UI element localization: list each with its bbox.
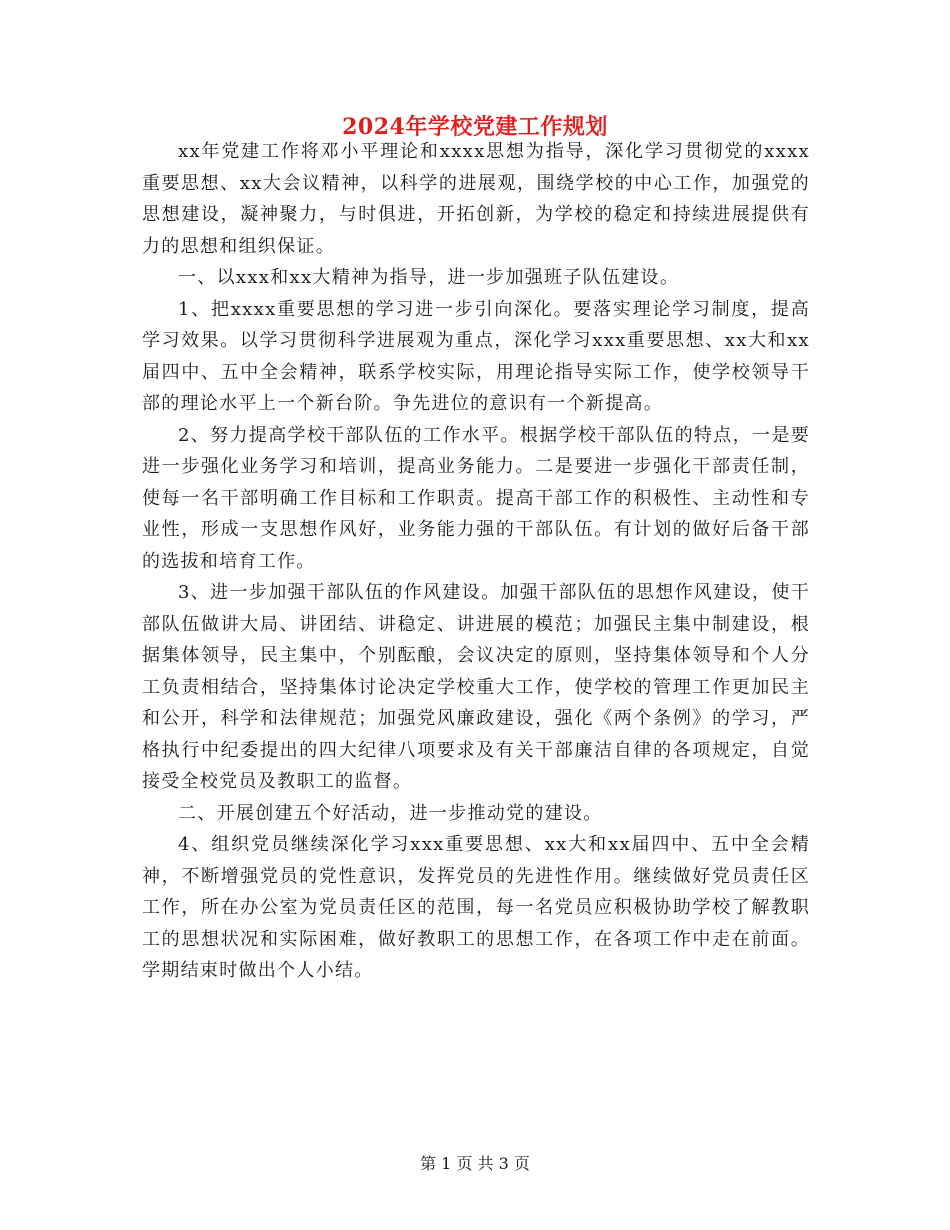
document-title: 2024年学校党建工作规划	[342, 114, 608, 140]
section-heading-2: 二、开展创建五个好活动，进一步推动党的建设。	[178, 802, 603, 824]
document-body	[142, 136, 810, 987]
paragraph-item-2: 2、努力提高学校干部队伍的工作水平。根据学校干部队伍的特点，一是要进一步强化业务学习和培训，提高业务能力。二是要进一步强化干部责任制，使每一名干部明确工作目标和工作职责。提高干部工作的积极性、主动性和专业性，形成一支思想作风好，业务能力强的干部队伍。有计划的做好后备干部的选拔和培育工作。	[142, 424, 810, 572]
section-heading-1: 一、以xxx和xx大精神为指导，进一步加强班子队伍建设。	[178, 267, 680, 288]
paragraph-item-4: 4、组织党员继续深化学习xxx重要思想、xx大和xx届四中、五中全会精神，不断增强党员的党性意识，发挥党员的先进性作用。继续做好党员责任区工作，所在办公室为党员责任区的范围，每一名党员应积极协助学校了解教职工的思想状况和实际困难，做好教职工的思想工作，在各项工作中走在前面。学期结束时做出个人小结。	[142, 834, 810, 981]
paragraph-intro: xx年党建工作将邓小平理论和xxxx思想为指导，深化学习贯彻党的xxxx重要思想、xx大会议精神，以科学的进展观，围绕学校的中心工作，加强党的思想建设，凝神聚力，与时俱进，开拓创新，为学校的稳定和持续进展提供有力的思想和组织保证。	[142, 141, 810, 257]
page-footer: 第 1 页 共 3 页	[420, 1154, 530, 1173]
paragraph-item-1: 1、把xxxx重要思想的学习进一步引向深化。要落实理论学习制度，提高学习效果。以学习贯彻科学进展观为重点，深化学习xxx重要思想、xx大和xx届四中、五中全会精神，联系学校实际，用理论指导实际工作，使学校领导干部的理论水平上一个新台阶。争先进位的意识有一个新提高。	[142, 298, 810, 414]
paragraph-item-3: 3、进一步加强干部队伍的作风建设。加强干部队伍的思想作风建设，使干部队伍做讲大局、讲团结、讲稳定、讲进展的模范；加强民主集中制建设，根据集体领导，民主集中，个别酝酿，会议决定的原则，坚持集体领导和个人分工负责相结合，坚持集体讨论决定学校重大工作，使学校的管理工作更加民主和公开，科学和法律规范；加强党风廉政建设，强化《两个条例》的学习，严格执行中纪委提出的四大纪律八项要求及有关干部廉洁自律的各项规定，自觉接受全校党员及教职工的监督。	[142, 582, 810, 792]
